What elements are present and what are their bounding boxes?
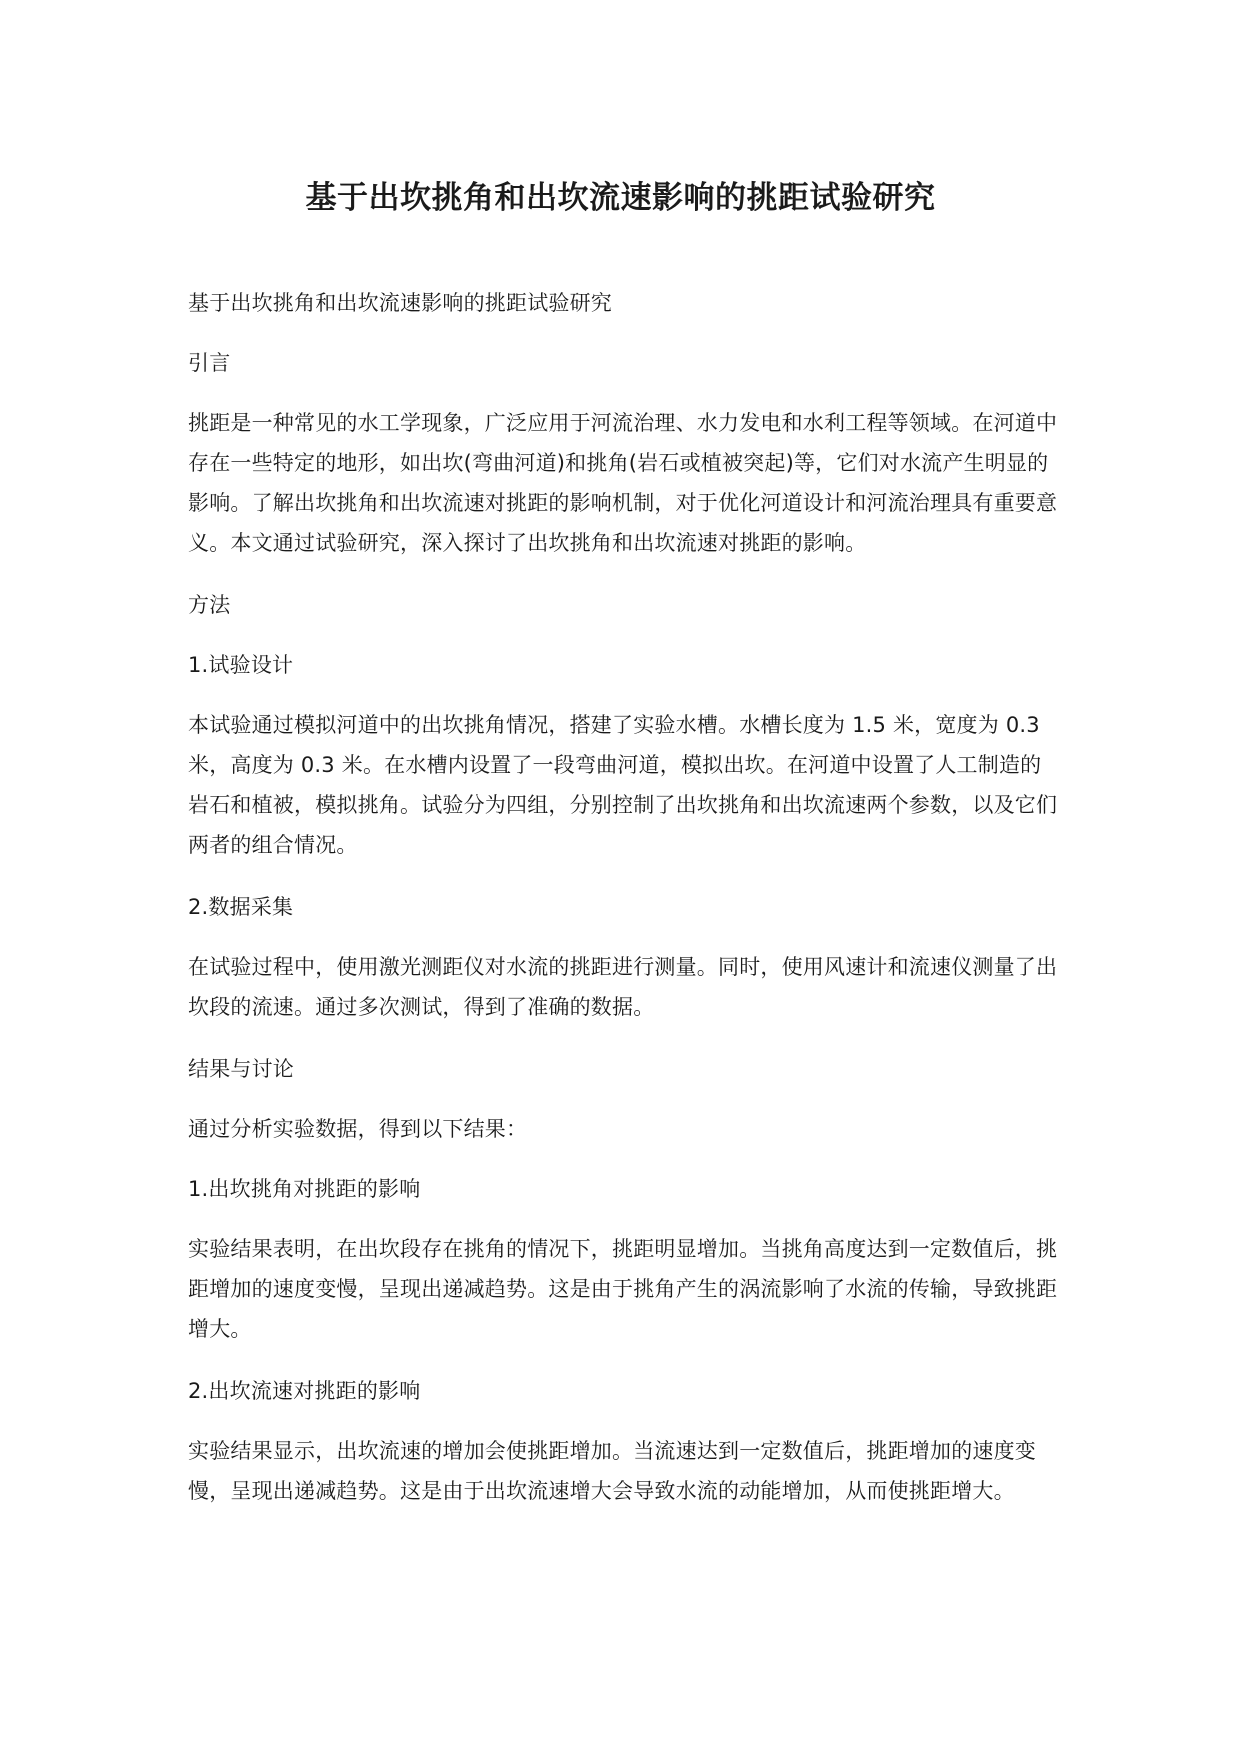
subtitle-paragraph: 基于出坎挑角和出坎流速影响的挑距试验研究 xyxy=(188,291,612,315)
experiment-design-paragraph: 本试验通过模拟河道中的出坎挑角情况，搭建了实验水槽。水槽长度为 1.5 米，宽度为 0.3 米，高度为 0.3 米。在水槽内设置了一段弯曲河道，模拟出坎。在河道中设置了人工制造的岩石和植被，模拟挑角。试验分为四组，分别控制了出坎挑角和出坎流速两个参数，以及它们两者的组合情况。 xyxy=(188,713,1058,857)
section-heading-methods: 方法 xyxy=(188,593,231,617)
angle-effect-paragraph: 实验结果表明，在出坎段存在挑角的情况下，挑距明显增加。当挑角高度达到一定数值后，挑距增加的速度变慢，呈现出递减趋势。这是由于挑角产生的涡流影响了水流的传输，导致挑距增大。 xyxy=(188,1237,1058,1341)
introduction-paragraph: 挑距是一种常见的水工学现象，广泛应用于河流治理、水力发电和水利工程等领域。在河道中存在一些特定的地形，如出坎(弯曲河道)和挑角(岩石或植被突起)等，它们对水流产生明显的影响。了解出坎挑角和出坎流速对挑距的影响机制，对于优化河道设计和河流治理具有重要意义。本文通过试验研究，深入探讨了出坎挑角和出坎流速对挑距的影响。 xyxy=(188,411,1058,555)
subsection-heading-velocity-effect: 2.出坎流速对挑距的影响 xyxy=(188,1379,421,1403)
subsection-heading-experiment-design: 1.试验设计 xyxy=(188,653,294,677)
data-collection-paragraph: 在试验过程中，使用激光测距仪对水流的挑距进行测量。同时，使用风速计和流速仪测量了出坎段的流速。通过多次测试，得到了准确的数据。 xyxy=(188,955,1058,1019)
document-body xyxy=(188,283,1058,1533)
subsection-heading-data-collection: 2.数据采集 xyxy=(188,895,294,919)
section-heading-introduction: 引言 xyxy=(188,351,231,375)
subsection-heading-angle-effect: 1.出坎挑角对挑距的影响 xyxy=(188,1177,421,1201)
section-heading-results: 结果与讨论 xyxy=(188,1057,294,1081)
velocity-effect-paragraph: 实验结果显示，出坎流速的增加会使挑距增加。当流速达到一定数值后，挑距增加的速度变慢，呈现出递减趋势。这是由于出坎流速增大会导致水流的动能增加，从而使挑距增大。 xyxy=(188,1439,1036,1503)
results-intro-paragraph: 通过分析实验数据，得到以下结果： xyxy=(188,1117,528,1141)
document-title: 基于出坎挑角和出坎流速影响的挑距试验研究 xyxy=(305,180,936,216)
